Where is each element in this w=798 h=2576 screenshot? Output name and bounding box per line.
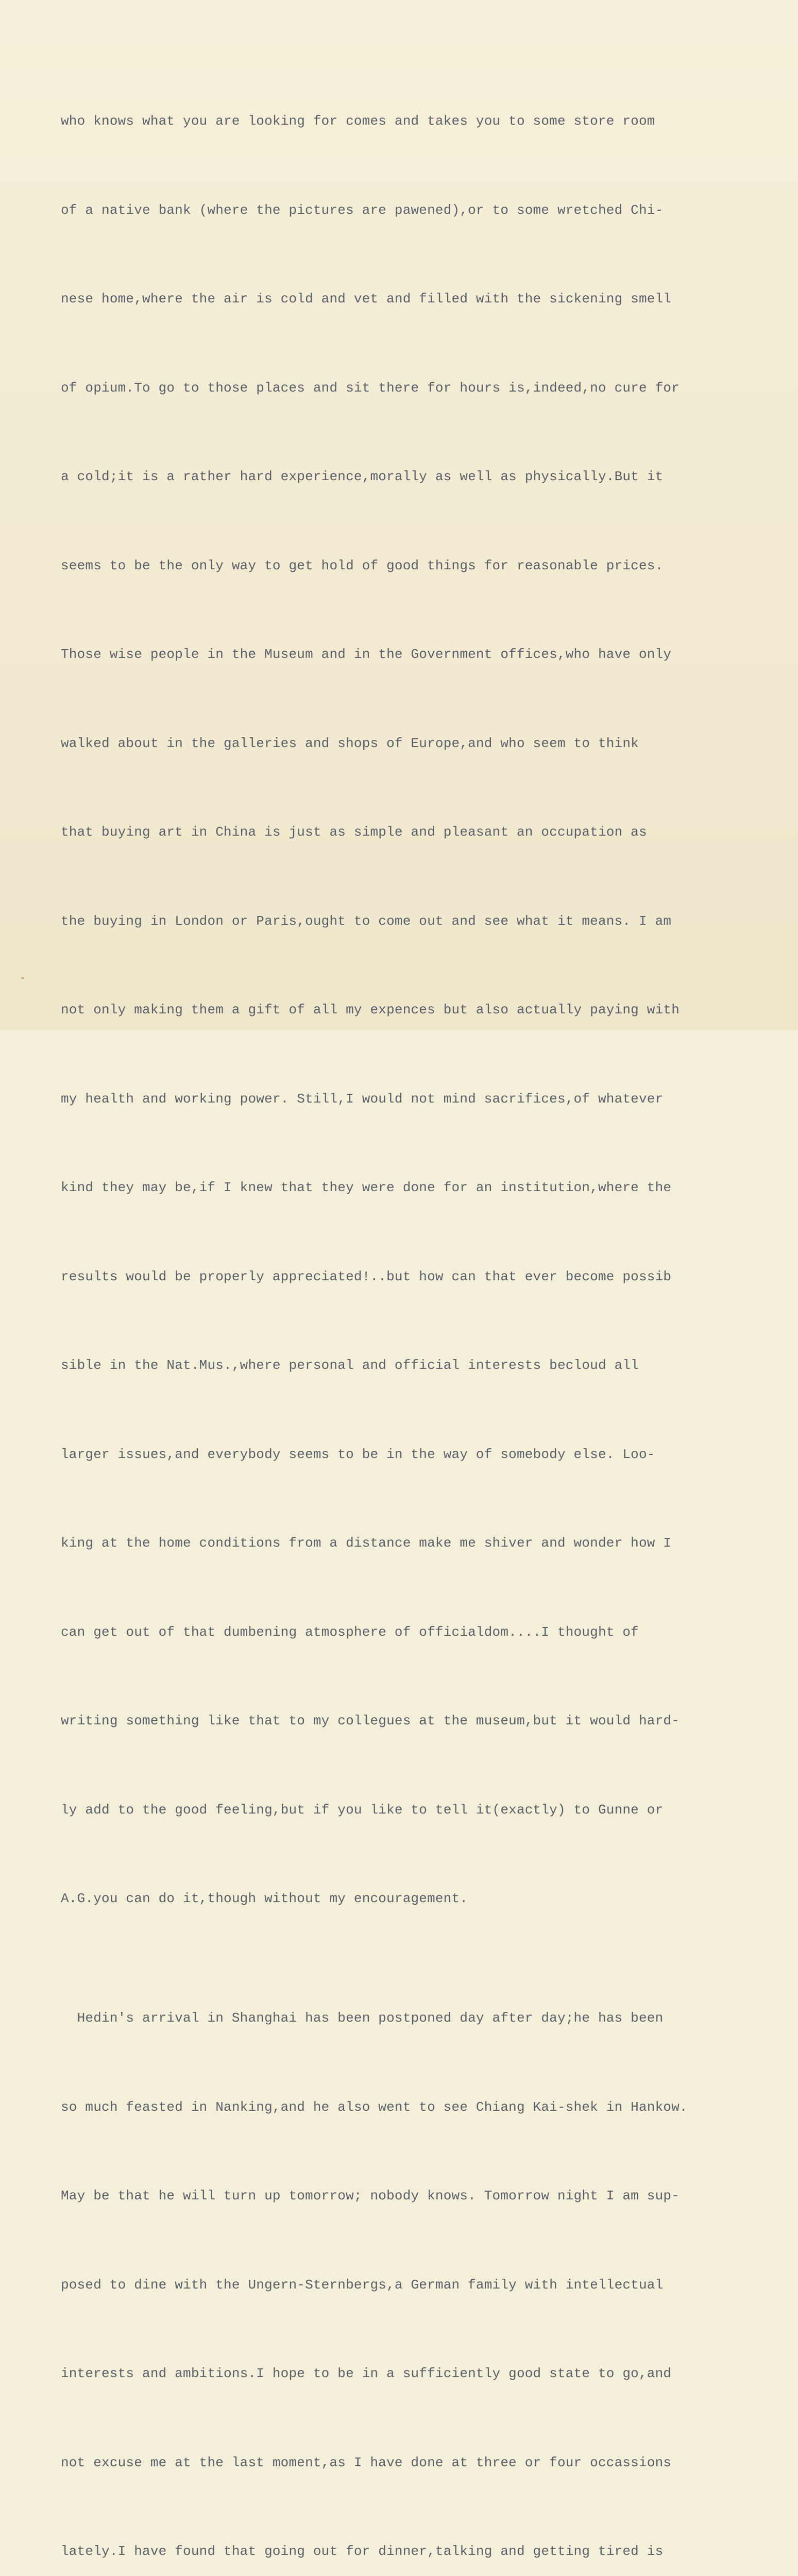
- text-line: so much feasted in Nanking,and he also went to see Chiang Kai-shek in Hankow.: [61, 2099, 688, 2115]
- text-line: of a native bank (where the pictures are pawened),or to some wretched Chi-: [61, 202, 664, 218]
- text-line: nese home,where the air is cold and vet and filled with the sickening smell: [61, 291, 672, 307]
- text-line: my health and working power. Still,I would not mind sacrifices,of whatever: [61, 1091, 664, 1107]
- typed-text-block: [61, 47, 772, 2576]
- text-line: that buying art in China is just as simple and pleasant an occupation as: [61, 824, 647, 840]
- text-line: results would be properly appreciated!..but how can that ever become possib: [61, 1268, 672, 1284]
- text-line: A.G.you can do it,though without my encouragement.: [61, 1891, 468, 1906]
- text-line: Hedin's arrival in Shanghai has been postponed day after day;he has been: [61, 2010, 664, 2026]
- text-line: of opium.To go to those places and sit there for hours is,indeed,no cure for: [61, 380, 680, 396]
- text-line: who knows what you are looking for comes and takes you to some store room: [61, 113, 655, 129]
- text-line: king at the home conditions from a distance make me shiver and wonder how I: [61, 1535, 672, 1551]
- text-line: larger issues,and everybody seems to be in the way of somebody else. Loo-: [61, 1446, 655, 1462]
- text-line: seems to be the only way to get hold of good things for reasonable prices.: [61, 557, 664, 573]
- text-line: Those wise people in the Museum and in the Government offices,who have only: [61, 647, 672, 662]
- text-line: interests and ambitions.I hope to be in a sufficiently good state to go,and: [61, 2366, 672, 2381]
- text-line: writing something like that to my collegues at the museum,but it would hard-: [61, 1713, 680, 1728]
- text-line: can get out of that dumbening atmosphere of officialdom....I thought of: [61, 1624, 639, 1640]
- text-line: posed to dine with the Ungern-Sternbergs,a German family with intellectual: [61, 2277, 664, 2293]
- text-line: May be that he will turn up tomorrow; nobody knows. Tomorrow night I am sup-: [61, 2188, 680, 2204]
- ink-smudge: [21, 977, 24, 979]
- text-line: walked about in the galleries and shops of Europe,and who seem to think: [61, 735, 639, 751]
- text-line: kind they may be,if I knew that they were done for an institution,where the: [61, 1180, 672, 1195]
- text-line: ly add to the good feeling,but if you like to tell it(exactly) to Gunne or: [61, 1802, 664, 1818]
- text-line: a cold;it is a rather hard experience,morally as well as physically.But it: [61, 469, 664, 484]
- text-line: not only making them a gift of all my expences but also actually paying with: [61, 1002, 680, 1018]
- text-line: not excuse me at the last moment,as I have done at three or four occassions: [61, 2454, 672, 2470]
- text-line: sible in the Nat.Mus.,where personal and official interests becloud all: [61, 1358, 639, 1373]
- text-line: the buying in London or Paris,ought to come out and see what it means. I am: [61, 913, 672, 929]
- text-line: lately.I have found that going out for dinner,talking and getting tired is: [61, 2544, 664, 2559]
